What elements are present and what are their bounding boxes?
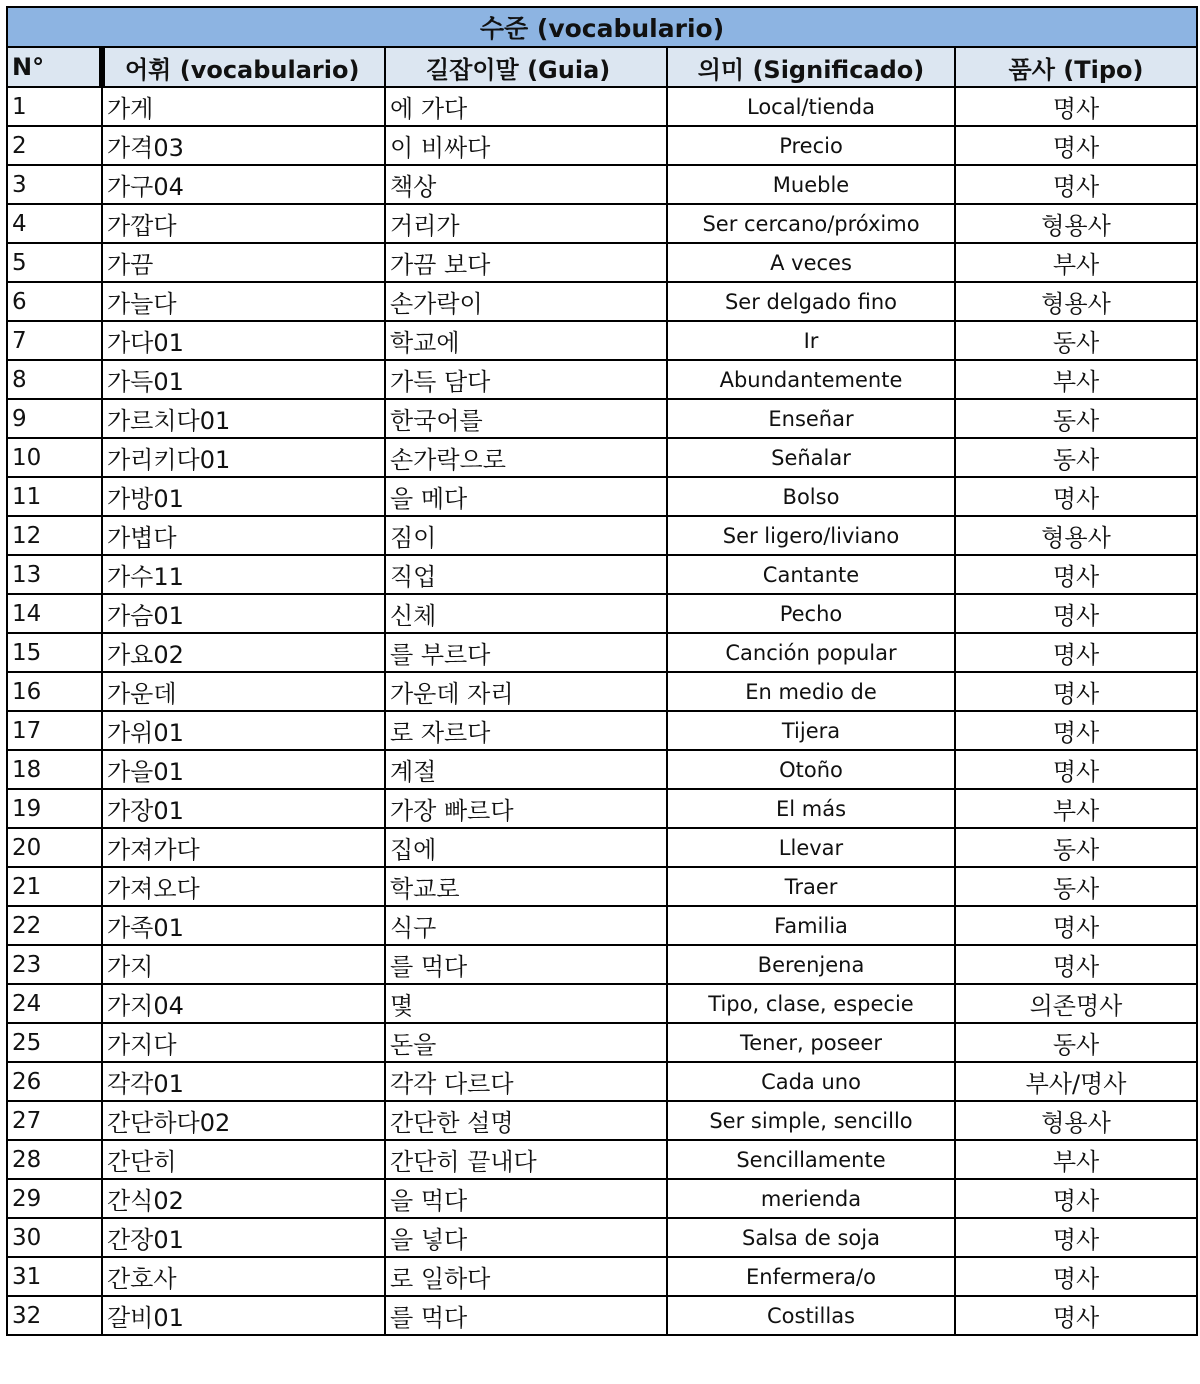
vocabulary-cell: 갈비01 bbox=[102, 1296, 385, 1335]
guide-cell: 가장 빠르다 bbox=[385, 789, 667, 828]
meaning-cell: Berenjena bbox=[667, 945, 955, 984]
type-cell: 명사 bbox=[955, 633, 1197, 672]
guide-cell: 이 비싸다 bbox=[385, 126, 667, 165]
row-number: 6 bbox=[7, 282, 102, 321]
meaning-cell: Canción popular bbox=[667, 633, 955, 672]
guide-cell: 학교에 bbox=[385, 321, 667, 360]
type-cell: 명사 bbox=[955, 165, 1197, 204]
type-cell: 명사 bbox=[955, 711, 1197, 750]
type-cell: 의존명사 bbox=[955, 984, 1197, 1023]
type-cell: 명사 bbox=[955, 126, 1197, 165]
vocabulary-cell: 간식02 bbox=[102, 1179, 385, 1218]
row-number: 3 bbox=[7, 165, 102, 204]
header-type: 품사 (Tipo) bbox=[955, 47, 1197, 87]
row-number: 2 bbox=[7, 126, 102, 165]
type-cell: 부사 bbox=[955, 789, 1197, 828]
type-cell: 명사 bbox=[955, 750, 1197, 789]
vocabulary-cell: 가깝다 bbox=[102, 204, 385, 243]
meaning-cell: Bolso bbox=[667, 477, 955, 516]
vocabulary-cell: 가늘다 bbox=[102, 282, 385, 321]
guide-cell: 로 일하다 bbox=[385, 1257, 667, 1296]
row-number: 8 bbox=[7, 360, 102, 399]
type-cell: 명사 bbox=[955, 477, 1197, 516]
type-cell: 부사 bbox=[955, 243, 1197, 282]
guide-cell: 몇 bbox=[385, 984, 667, 1023]
table-row bbox=[7, 516, 1197, 555]
guide-cell: 짐이 bbox=[385, 516, 667, 555]
table-row bbox=[7, 1257, 1197, 1296]
guide-cell: 을 메다 bbox=[385, 477, 667, 516]
table-row bbox=[7, 984, 1197, 1023]
meaning-cell: Tipo, clase, especie bbox=[667, 984, 955, 1023]
row-number: 27 bbox=[7, 1101, 102, 1140]
vocabulary-spreadsheet bbox=[6, 6, 1196, 1336]
meaning-cell: Familia bbox=[667, 906, 955, 945]
type-cell: 명사 bbox=[955, 906, 1197, 945]
vocabulary-cell: 가구04 bbox=[102, 165, 385, 204]
type-cell: 명사 bbox=[955, 1296, 1197, 1335]
meaning-cell: Llevar bbox=[667, 828, 955, 867]
meaning-cell: En medio de bbox=[667, 672, 955, 711]
vocabulary-cell: 가방01 bbox=[102, 477, 385, 516]
row-number: 11 bbox=[7, 477, 102, 516]
row-number: 1 bbox=[7, 87, 102, 126]
guide-cell: 간단히 끝내다 bbox=[385, 1140, 667, 1179]
meaning-cell: Traer bbox=[667, 867, 955, 906]
vocabulary-cell: 간장01 bbox=[102, 1218, 385, 1257]
meaning-cell: Señalar bbox=[667, 438, 955, 477]
type-cell: 명사 bbox=[955, 1257, 1197, 1296]
guide-cell: 손가락이 bbox=[385, 282, 667, 321]
table-row bbox=[7, 750, 1197, 789]
header-meaning: 의미 (Significado) bbox=[667, 47, 955, 87]
meaning-cell: El más bbox=[667, 789, 955, 828]
meaning-cell: Tijera bbox=[667, 711, 955, 750]
table-row bbox=[7, 1296, 1197, 1335]
vocabulary-cell: 가지다 bbox=[102, 1023, 385, 1062]
guide-cell: 을 먹다 bbox=[385, 1179, 667, 1218]
type-cell: 부사 bbox=[955, 360, 1197, 399]
table-row bbox=[7, 165, 1197, 204]
table-row bbox=[7, 399, 1197, 438]
table-row bbox=[7, 789, 1197, 828]
row-number: 29 bbox=[7, 1179, 102, 1218]
header-vocabulary: 어휘 (vocabulario) bbox=[102, 47, 385, 87]
row-number: 7 bbox=[7, 321, 102, 360]
vocabulary-cell: 가볍다 bbox=[102, 516, 385, 555]
meaning-cell: A veces bbox=[667, 243, 955, 282]
vocabulary-cell: 간호사 bbox=[102, 1257, 385, 1296]
table-row bbox=[7, 126, 1197, 165]
type-cell: 동사 bbox=[955, 321, 1197, 360]
guide-cell: 신체 bbox=[385, 594, 667, 633]
vocabulary-cell: 가위01 bbox=[102, 711, 385, 750]
type-cell: 부사 bbox=[955, 1140, 1197, 1179]
table-row bbox=[7, 1062, 1197, 1101]
row-number: 31 bbox=[7, 1257, 102, 1296]
meaning-cell: Cantante bbox=[667, 555, 955, 594]
guide-cell: 식구 bbox=[385, 906, 667, 945]
type-cell: 동사 bbox=[955, 399, 1197, 438]
table-row bbox=[7, 1023, 1197, 1062]
header-guide: 길잡이말 (Guia) bbox=[385, 47, 667, 87]
table-row bbox=[7, 594, 1197, 633]
vocabulary-cell: 가끔 bbox=[102, 243, 385, 282]
guide-cell: 를 먹다 bbox=[385, 945, 667, 984]
guide-cell: 돈을 bbox=[385, 1023, 667, 1062]
table-row bbox=[7, 555, 1197, 594]
meaning-cell: Salsa de soja bbox=[667, 1218, 955, 1257]
row-number: 28 bbox=[7, 1140, 102, 1179]
row-number: 4 bbox=[7, 204, 102, 243]
vocabulary-cell: 가리키다01 bbox=[102, 438, 385, 477]
vocabulary-cell: 가격03 bbox=[102, 126, 385, 165]
row-number: 24 bbox=[7, 984, 102, 1023]
row-number: 19 bbox=[7, 789, 102, 828]
row-number: 20 bbox=[7, 828, 102, 867]
vocabulary-cell: 가져오다 bbox=[102, 867, 385, 906]
vocabulary-cell: 가지 bbox=[102, 945, 385, 984]
meaning-cell: Cada uno bbox=[667, 1062, 955, 1101]
vocabulary-cell: 가져가다 bbox=[102, 828, 385, 867]
type-cell: 형용사 bbox=[955, 1101, 1197, 1140]
table-row bbox=[7, 204, 1197, 243]
row-number: 13 bbox=[7, 555, 102, 594]
guide-cell: 에 가다 bbox=[385, 87, 667, 126]
type-cell: 명사 bbox=[955, 87, 1197, 126]
table-row bbox=[7, 1179, 1197, 1218]
vocabulary-cell: 간단하다02 bbox=[102, 1101, 385, 1140]
vocabulary-cell: 가장01 bbox=[102, 789, 385, 828]
meaning-cell: Otoño bbox=[667, 750, 955, 789]
vocabulary-cell: 가르치다01 bbox=[102, 399, 385, 438]
row-number: 17 bbox=[7, 711, 102, 750]
vocabulary-cell: 가수11 bbox=[102, 555, 385, 594]
meaning-cell: Ser simple, sencillo bbox=[667, 1101, 955, 1140]
vocabulary-cell: 가지04 bbox=[102, 984, 385, 1023]
meaning-cell: Ser cercano/próximo bbox=[667, 204, 955, 243]
meaning-cell: Ser ligero/liviano bbox=[667, 516, 955, 555]
guide-cell: 가끔 보다 bbox=[385, 243, 667, 282]
table-row bbox=[7, 243, 1197, 282]
guide-cell: 손가락으로 bbox=[385, 438, 667, 477]
row-number: 18 bbox=[7, 750, 102, 789]
guide-cell: 책상 bbox=[385, 165, 667, 204]
type-cell: 명사 bbox=[955, 555, 1197, 594]
vocabulary-cell: 가족01 bbox=[102, 906, 385, 945]
guide-cell: 가운데 자리 bbox=[385, 672, 667, 711]
meaning-cell: Sencillamente bbox=[667, 1140, 955, 1179]
row-number: 26 bbox=[7, 1062, 102, 1101]
meaning-cell: Mueble bbox=[667, 165, 955, 204]
table-body bbox=[7, 87, 1197, 1335]
row-number: 12 bbox=[7, 516, 102, 555]
header-row bbox=[7, 47, 1197, 87]
type-cell: 명사 bbox=[955, 1179, 1197, 1218]
vocabulary-cell: 가게 bbox=[102, 87, 385, 126]
meaning-cell: Ser delgado fino bbox=[667, 282, 955, 321]
table-row bbox=[7, 711, 1197, 750]
type-cell: 명사 bbox=[955, 1218, 1197, 1257]
type-cell: 명사 bbox=[955, 945, 1197, 984]
row-number: 25 bbox=[7, 1023, 102, 1062]
guide-cell: 학교로 bbox=[385, 867, 667, 906]
vocabulary-cell: 각각01 bbox=[102, 1062, 385, 1101]
table-row bbox=[7, 867, 1197, 906]
guide-cell: 간단한 설명 bbox=[385, 1101, 667, 1140]
guide-cell: 거리가 bbox=[385, 204, 667, 243]
table-row bbox=[7, 438, 1197, 477]
type-cell: 부사/명사 bbox=[955, 1062, 1197, 1101]
row-number: 9 bbox=[7, 399, 102, 438]
type-cell: 동사 bbox=[955, 828, 1197, 867]
meaning-cell: Enfermera/o bbox=[667, 1257, 955, 1296]
vocabulary-cell: 간단히 bbox=[102, 1140, 385, 1179]
table-row bbox=[7, 633, 1197, 672]
type-cell: 형용사 bbox=[955, 516, 1197, 555]
vocabulary-cell: 가운데 bbox=[102, 672, 385, 711]
type-cell: 형용사 bbox=[955, 282, 1197, 321]
guide-cell: 를 먹다 bbox=[385, 1296, 667, 1335]
guide-cell: 로 자르다 bbox=[385, 711, 667, 750]
guide-cell: 가득 담다 bbox=[385, 360, 667, 399]
type-cell: 명사 bbox=[955, 594, 1197, 633]
meaning-cell: Abundantemente bbox=[667, 360, 955, 399]
vocabulary-cell: 가을01 bbox=[102, 750, 385, 789]
table-row bbox=[7, 906, 1197, 945]
table-row bbox=[7, 477, 1197, 516]
guide-cell: 직업 bbox=[385, 555, 667, 594]
guide-cell: 을 넣다 bbox=[385, 1218, 667, 1257]
table-row bbox=[7, 945, 1197, 984]
table-row bbox=[7, 87, 1197, 126]
row-number: 15 bbox=[7, 633, 102, 672]
vocabulary-cell: 가득01 bbox=[102, 360, 385, 399]
row-number: 10 bbox=[7, 438, 102, 477]
meaning-cell: Costillas bbox=[667, 1296, 955, 1335]
row-number: 14 bbox=[7, 594, 102, 633]
vocabulary-cell: 가요02 bbox=[102, 633, 385, 672]
guide-cell: 계절 bbox=[385, 750, 667, 789]
table-row bbox=[7, 1140, 1197, 1179]
type-cell: 동사 bbox=[955, 1023, 1197, 1062]
table-row bbox=[7, 828, 1197, 867]
row-number: 32 bbox=[7, 1296, 102, 1335]
row-number: 16 bbox=[7, 672, 102, 711]
row-number: 5 bbox=[7, 243, 102, 282]
meaning-cell: Pecho bbox=[667, 594, 955, 633]
row-number: 21 bbox=[7, 867, 102, 906]
type-cell: 동사 bbox=[955, 438, 1197, 477]
guide-cell: 한국어를 bbox=[385, 399, 667, 438]
table-row bbox=[7, 1101, 1197, 1140]
meaning-cell: Enseñar bbox=[667, 399, 955, 438]
guide-cell: 각각 다르다 bbox=[385, 1062, 667, 1101]
row-number: 23 bbox=[7, 945, 102, 984]
type-cell: 동사 bbox=[955, 867, 1197, 906]
meaning-cell: Local/tienda bbox=[667, 87, 955, 126]
vocabulary-cell: 가다01 bbox=[102, 321, 385, 360]
table-row bbox=[7, 282, 1197, 321]
vocabulary-cell: 가슴01 bbox=[102, 594, 385, 633]
type-cell: 형용사 bbox=[955, 204, 1197, 243]
meaning-cell: merienda bbox=[667, 1179, 955, 1218]
table-row bbox=[7, 672, 1197, 711]
table-title: 수준 (vocabulario) bbox=[7, 7, 1197, 47]
table-row bbox=[7, 1218, 1197, 1257]
header-number: N° bbox=[7, 47, 102, 87]
meaning-cell: Precio bbox=[667, 126, 955, 165]
row-number: 22 bbox=[7, 906, 102, 945]
table-row bbox=[7, 321, 1197, 360]
row-number: 30 bbox=[7, 1218, 102, 1257]
table-row bbox=[7, 360, 1197, 399]
meaning-cell: Ir bbox=[667, 321, 955, 360]
guide-cell: 집에 bbox=[385, 828, 667, 867]
vocabulary-table bbox=[6, 6, 1198, 1336]
guide-cell: 를 부르다 bbox=[385, 633, 667, 672]
type-cell: 명사 bbox=[955, 672, 1197, 711]
meaning-cell: Tener, poseer bbox=[667, 1023, 955, 1062]
